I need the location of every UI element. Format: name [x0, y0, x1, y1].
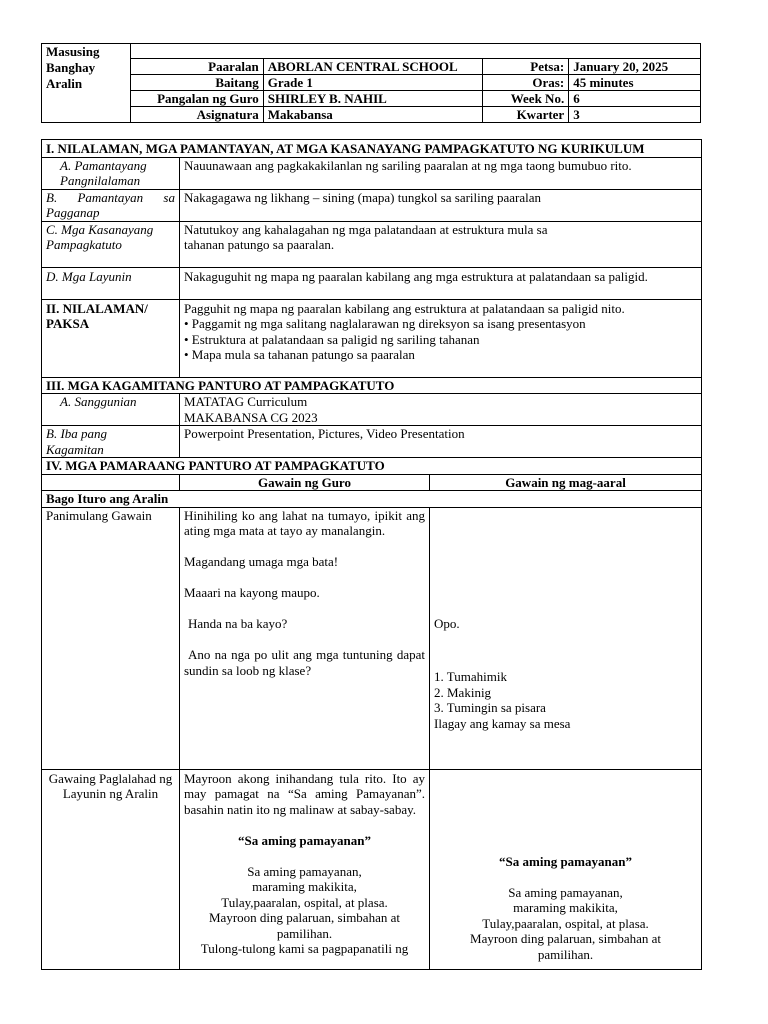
header-table [41, 43, 701, 123]
label-line: B. Pamantayan sa [46, 189, 175, 205]
asignatura-value: Makabansa [263, 107, 483, 123]
panimulang-gawain-magaaral [430, 507, 702, 769]
cell-text: Powerpoint Presentation, Pictures, Video Presentation [184, 426, 465, 441]
baitang-label: Baitang [130, 75, 263, 91]
pamantayan-sa-pagganap-text [180, 189, 702, 221]
panimulang-gawain-label: Panimulang Gawain [42, 507, 180, 769]
poem-line: Mayroon ding palaruan, simbahan at [470, 931, 661, 946]
topic-bullet: • Mapa mula sa tahanan patungo sa paaralan [184, 347, 415, 362]
poem-line: Mayroon ding palaruan, simbahan at [209, 910, 400, 925]
oras-label: Oras: [483, 75, 569, 91]
mga-layunin-label [42, 267, 180, 299]
panimulang-gawain-guro [180, 507, 430, 769]
label-line: B. Iba pang [46, 426, 108, 441]
column-header-blank [42, 474, 180, 491]
petsa-label: Petsa: [483, 59, 569, 75]
header-blank-cell [130, 44, 700, 59]
teacher-text: Hinihiling ko ang lahat na tumayo, ipikit ang ating mga mata at tayo ay manalangin. [184, 507, 425, 538]
iba-pang-kagamitan-label [42, 426, 180, 458]
poem-line: maraming makikita, [513, 900, 618, 915]
poem-line: Sa aming pamayanan, [508, 884, 623, 900]
pamantayang-pangnilalaman-text [180, 157, 702, 189]
student-text: Ilagay ang kamay sa mesa [434, 715, 571, 731]
label-line: Pagganap [46, 205, 100, 220]
gawaing-paglalahad-magaaral [430, 769, 702, 969]
teacher-text: Magandang umaga mga bata! [184, 554, 339, 569]
topic-bullet: • Estruktura at palatandaan sa paligid ng sariling tahanan [184, 331, 480, 347]
section-4-heading [42, 458, 702, 475]
sanggunian-text [180, 394, 702, 426]
title-line2: Banghay [46, 60, 96, 75]
teacher-text: Mayroon akong inihandang tula rito. Ito ay may pamagat na “Sa aming Pamayanan”. basahin natin ito ng malinaw at sabay-sabay. [184, 770, 425, 817]
cell-text: MATATAG Curriculum [184, 394, 308, 409]
petsa-value: January 20, 2025 [569, 59, 701, 75]
teacher-text: Maaari na kayong maupo. [184, 585, 320, 600]
cell-text: Nauunawaan ang pagkakakilanlan ng sariling paaralan at ng mga taong bumubuo rito. [184, 157, 632, 173]
label-line: A. Pamantayang [60, 157, 147, 173]
gawaing-paglalahad-guro [180, 769, 430, 969]
student-text: 1. Tumahimik [434, 669, 507, 684]
mga-kasanayang-label [42, 221, 180, 267]
poem-line: pamilihan. [537, 946, 594, 962]
label-line: Pangnilalaman [60, 173, 141, 188]
label-line: A. Sanggunian [60, 394, 137, 409]
guro-label: Pangalan ng Guro [130, 91, 263, 107]
pamantayang-pangnilalaman-label [42, 157, 180, 189]
student-text: 3. Tumingin sa pisara [434, 700, 546, 715]
section-2-heading [42, 299, 180, 377]
poem-line: Tulay,paaralan, ospital, at plasa. [221, 894, 388, 910]
column-header-magaaral: Gawain ng mag-aaral [430, 474, 702, 491]
kwarter-value: 3 [569, 107, 701, 123]
title-line1: Masusing [46, 44, 100, 59]
cell-text: MAKABANSA CG 2023 [184, 409, 318, 425]
poem-title: “Sa aming pamayanan” [499, 853, 632, 869]
label-line: C. Mga Kasanayang [46, 221, 154, 237]
section-2-title-line: II. NILALAMAN/ [46, 300, 148, 316]
paaralan-label: Paaralan [130, 59, 263, 75]
section-4-title: IV. MGA PAMARAANG PANTURO AT PAMPAGKATUTO [46, 458, 385, 473]
topic-line: Pagguhit ng mapa ng paaralan kabilang ang estruktura at palatandaan sa paligid nito. [184, 300, 625, 316]
poem-line: Sa aming pamayanan, [247, 863, 362, 879]
section-2-title-line: PAKSA [46, 316, 90, 331]
label-line: Pampagkatuto [46, 237, 122, 252]
poem-title: “Sa aming pamayanan” [238, 832, 371, 848]
kwarter-label: Kwarter [483, 107, 569, 123]
section-1-title: I. NILALAMAN, MGA PAMANTAYAN, AT MGA KASANAYANG PAMPAGKATUTO NG KURIKULUM [46, 141, 645, 156]
section-2-content [180, 299, 702, 377]
asignatura-label: Asignatura [130, 107, 263, 123]
cell-text: tahanan patungo sa paaralan. [184, 237, 335, 252]
week-value: 6 [569, 91, 701, 107]
oras-value: 45 minutes [569, 75, 701, 91]
topic-bullet: • Paggamit ng mga salitang naglalarawan ng direksyon sa isang presentasyon [184, 316, 586, 331]
student-text: 2. Makinig [434, 684, 492, 700]
iba-pang-kagamitan-text [180, 426, 702, 458]
teacher-text: Ano na nga po ulit ang mga tuntuning dapat sundin sa loob ng klase? [184, 647, 425, 678]
section-1-heading [42, 140, 702, 158]
baitang-value: Grade 1 [263, 75, 483, 91]
title-line3: Aralin [46, 76, 83, 91]
label-line: D. Mga Layunin [46, 268, 132, 284]
poem-line: pamilihan. [276, 925, 333, 941]
label-line: Kagamitan [46, 441, 104, 457]
poem-line: Tulay,paaralan, ospital, at plasa. [482, 915, 649, 931]
pamantayan-sa-pagganap-label [42, 189, 180, 221]
section-3-heading [42, 377, 702, 394]
section-3-title: III. MGA KAGAMITANG PANTURO AT PAMPAGKATUTO [46, 377, 395, 393]
student-text: Opo. [434, 615, 460, 631]
cell-text: Natutukoy ang kahalagahan ng mga palatandaan at estruktura mula sa [184, 221, 548, 237]
paaralan-value: ABORLAN CENTRAL SCHOOL [263, 59, 483, 75]
bago-ituro-heading: Bago Ituro ang Aralin [42, 491, 702, 508]
mga-layunin-text [180, 267, 702, 299]
column-header-guro: Gawain ng Guro [180, 474, 430, 491]
gawaing-paglalahad-label: Gawaing Paglalahad ng Layunin ng Aralin [42, 769, 180, 969]
poem-line: Tulong-tulong kami sa pagpapanatili ng [200, 941, 409, 956]
sanggunian-label [42, 394, 180, 426]
mga-kasanayang-text [180, 221, 702, 267]
cell-text: Nakaguguhit ng mapa ng paaralan kabilang ang mga estruktura at palatandaan sa paligid. [184, 268, 648, 284]
teacher-text: Handa na ba kayo? [188, 616, 288, 631]
lesson-table [41, 139, 702, 970]
lesson-plan-title [42, 44, 131, 123]
guro-value: SHIRLEY B. NAHIL [263, 91, 483, 107]
poem-line: maraming makikita, [252, 879, 357, 894]
cell-text: Nakagagawa ng likhang – sining (mapa) tungkol sa sariling paaralan [184, 189, 542, 205]
week-label: Week No. [483, 91, 569, 107]
